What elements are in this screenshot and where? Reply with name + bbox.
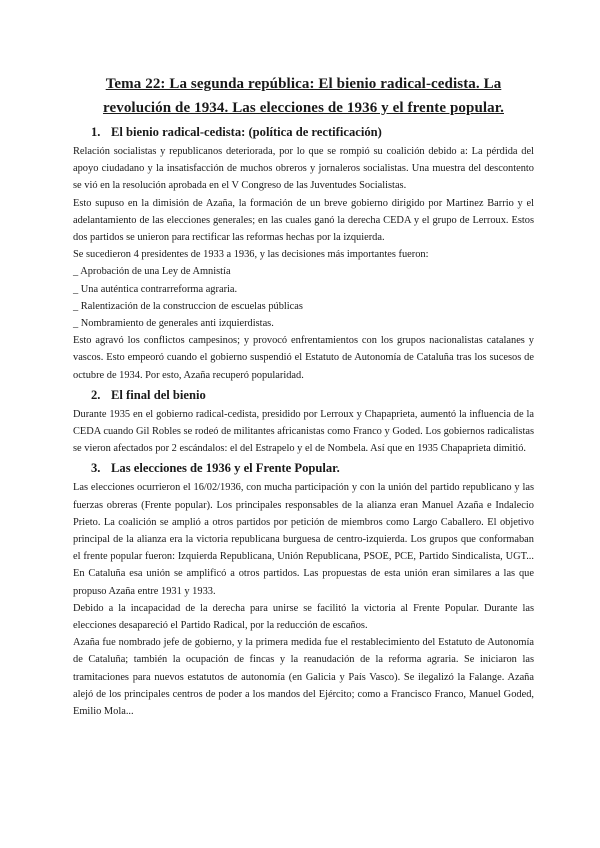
section-1-title: El bienio radical-cedista: (política de rectificación) [111, 125, 382, 139]
section-3-heading [73, 459, 534, 477]
section-3-paragraph-3: Azaña fue nombrado jefe de gobierno, y la primera medida fue el restablecimiento del Estatuto de Autonomía de Cataluña; también la ocupación de fincas y la reanudación de la reforma agraria. Se iniciaron las tramitaciones para nuevos estatutos de autonomía (en Galicia y País Vasco). Se ilegalizó la Falange. Azaña alejó de los principales centros de poder a los mandos del Ejército; como a Francisco Franco, Manuel Goded, Emilio Mola... [73, 637, 534, 718]
section-2-title: El final del bienio [111, 387, 206, 402]
list-item: _ Ralentización de la construccion de escuelas públicas [73, 300, 303, 312]
section-3-title: Las elecciones de 1936 y el Frente Popular. [111, 461, 340, 476]
list-item: _ Una auténtica contrarreforma agraria. [73, 283, 238, 295]
section-2-number: 2. [91, 387, 101, 402]
section-3-paragraph-1: Las elecciones ocurrieron el 16/02/1936, con mucha participación y con la unión del partido republicano y las fuerzas obreras (Frente popular). Los principales responsables de la alianza eran Manuel Azaña e Indalecio Prieto. La coalición se amplió a otros partidos por petición de miembros como Largo Caballero. El objetivo principal de la alianza era la victoria republicana burguesa de centro-izquierda. Los grupos que conformaban el frente popular fueron: Izquierda Republicana, Unión Republicana, PSOE, PCE, Partido Sindicalista, UGT... En Cataluña esa unión se amplificó a otros partidos. Las propuestas de esta unión eran similares a las que propuso Azaña entre 1931 y 1933. [73, 482, 534, 597]
section-1-heading [73, 123, 534, 141]
section-2-heading [73, 386, 534, 404]
section-3-paragraph-2: Debido a la incapacidad de la derecha para unirse se facilitó la victoria al Frente Popular. Durante las elecciones desapareció el Partido Radical, por la reducción de escaños. [73, 602, 534, 632]
section-1-paragraph-1: Relación socialistas y republicanos deteriorada, por lo que se rompió su coalición debido a: La pérdida del apoyo ciudadano y la insatisfacción de muchos obreros y jornaleros socialistas. Una muestra del descontento se vió en la resolución aprobada en el V Congreso de las Juventudes Socialistas. [73, 146, 534, 192]
section-2-paragraph-1: Durante 1935 en el gobierno radical-cedista, presidido por Lerroux y Chapaprieta, aumentó la influencia de la CEDA cuando Gil Robles se rodeó de militantes africanistas como Franco y Goded. Los gobiernos radicalistas se vieron afectados por 2 escándalos: el del Estrapelo y el de Nombela. Así que en 1935 Chapaprieta dimitió. [73, 408, 534, 455]
title-line-1: Tema 22: La segunda república: El bienio radical-cedista. La [105, 76, 502, 92]
list-item: _ Aprobación de una Ley de Amnistía [73, 266, 231, 278]
document-title [73, 72, 534, 120]
list-item: _ Nombramiento de generales anti izquierdistas. [73, 318, 274, 330]
title-line-2: revolución de 1934. Las elecciones de 1936 y el frente popular. [102, 100, 504, 116]
section-1-paragraph-3: Se sucedieron 4 presidentes de 1933 a 1936, y las decisiones más importantes fueron: [73, 249, 429, 261]
section-1-number: 1. [91, 125, 101, 139]
section-1-paragraph-4: Esto agravó los conflictos campesinos; y provocó enfrentamientos con los grupos nacionalistas catalanes y vascos. Esto empeoró cuando el gobierno suspendió el Estatuto de Autonomía de Cataluña tras los sucesos de octubre de 1934. Por esto, Azaña recuperó popularidad. [73, 335, 534, 381]
section-1-paragraph-2: Esto supuso en la dimisión de Azaña, la formación de un breve gobierno dirigido por Martinez Barrio y el adelantamiento de las elecciones generales; en las cuales ganó la derecha CEDA y el grupo de Lerroux. Estos dos partidos se unieron para rectificar las reformas hechas por la izquierda. [73, 197, 534, 244]
section-3-number: 3. [91, 461, 101, 476]
